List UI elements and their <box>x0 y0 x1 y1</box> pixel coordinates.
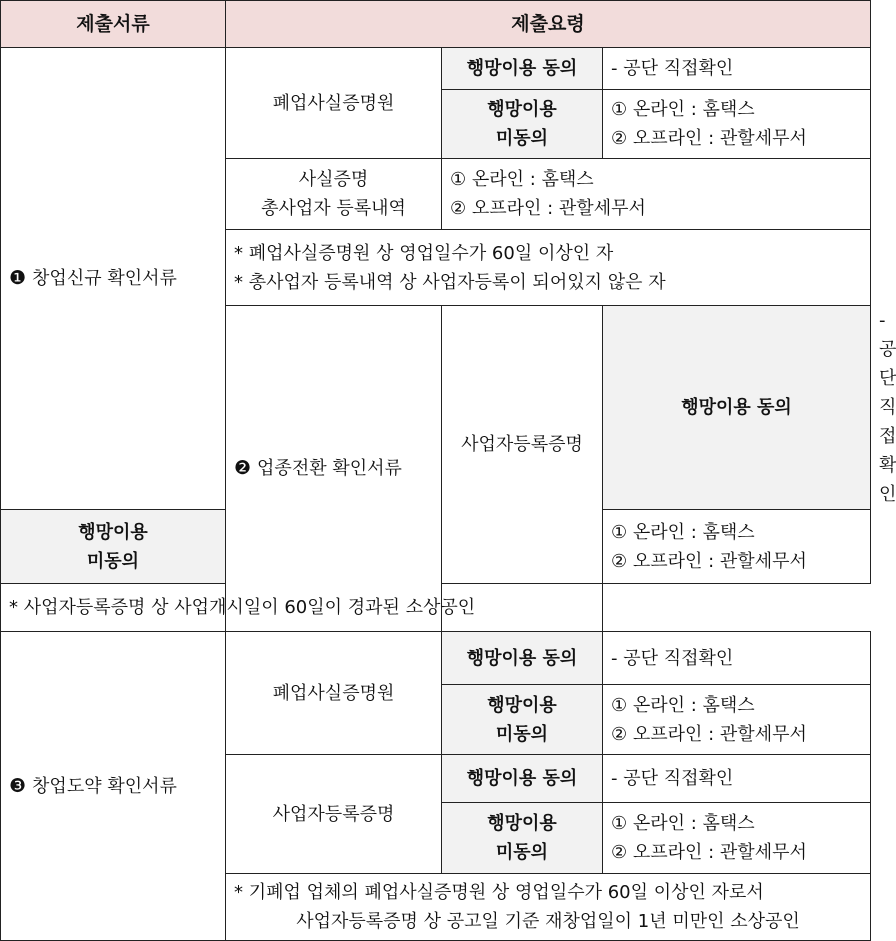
table-row <box>1 48 871 90</box>
online-offline-methods <box>603 510 871 584</box>
offline-method: ② 오프라인 : 관할세무서 <box>611 550 807 572</box>
agree-label: 행망이용 동의 <box>442 755 603 803</box>
note: * 사업자등록증명 상 사업개시일이 60일이 경과된 소상공인 <box>9 597 476 618</box>
direct-check: - 공단 직접확인 <box>603 632 871 685</box>
section-1-notes <box>226 230 871 306</box>
header-method: 제출요령 <box>226 1 871 48</box>
header-documents: 제출서류 <box>1 1 226 48</box>
online-offline-methods <box>603 685 871 755</box>
section-3-number: ❸ <box>9 774 27 797</box>
section-2-number: ❷ <box>234 457 252 479</box>
section-1-fact-cert: 사실증명 총사업자 등록내역 <box>226 159 442 230</box>
online-offline-methods <box>442 159 871 230</box>
disagree-label: 행망이용 미동의 <box>1 510 226 584</box>
section-2-title: 업종전환 확인서류 <box>257 458 402 479</box>
online-method: ① 온라인 : 홈택스 <box>450 169 594 190</box>
online-offline-methods <box>603 803 871 874</box>
disagree-label: 행망이용 미동의 <box>442 803 603 874</box>
section-1-closure-cert: 폐업사실증명원 <box>226 48 442 159</box>
agree-label: 행망이용 동의 <box>603 306 871 510</box>
note: * 기폐업 업체의 폐업사실증명원 상 영업일수가 60일 이상인 자로서 <box>234 882 764 903</box>
offline-method: ② 오프라인 : 관할세무서 <box>611 723 807 745</box>
section-1-number: ❶ <box>9 267 27 289</box>
direct-check: - 공단 직접확인 <box>603 48 871 90</box>
note: * 총사업자 등록내역 상 사업자등록이 되어있지 않은 자 <box>234 271 666 293</box>
header-row <box>1 1 871 48</box>
online-method: ① 온라인 : 홈택스 <box>611 99 755 120</box>
section-2-notes <box>1 584 603 632</box>
table-row <box>1 584 871 632</box>
table-row: ❷ 업종전환 확인서류 사업자등록증명 행망이용 동의 - 공단 직접확인 <box>1 306 871 510</box>
section-1-category <box>1 48 226 510</box>
section-3-closure-cert: 폐업사실증명원 <box>226 632 442 755</box>
note: * 폐업사실증명원 상 영업일수가 60일 이상인 자 <box>234 242 614 264</box>
online-offline-methods <box>603 90 871 159</box>
offline-method: ② 오프라인 : 관할세무서 <box>450 198 646 219</box>
direct-check: - 공단 직접확인 <box>603 755 871 803</box>
offline-method: ② 오프라인 : 관할세무서 <box>611 842 807 863</box>
section-3-biz-reg-cert: 사업자등록증명 <box>226 755 442 874</box>
note: 사업자등록증명 상 공고일 기준 재창업일이 1년 미만인 소상공인 <box>296 911 800 932</box>
online-method: ① 온라인 : 홈택스 <box>611 521 755 543</box>
online-method: ① 온라인 : 홈택스 <box>611 694 755 716</box>
section-3-category <box>1 632 226 941</box>
table-row <box>1 632 871 685</box>
agree-label: 행망이용 동의 <box>442 632 603 685</box>
section-1-title: 창업신규 확인서류 <box>32 268 177 289</box>
agree-label: 행망이용 동의 <box>442 48 603 90</box>
section-3-notes <box>226 874 871 941</box>
section-2-biz-reg-cert: 사업자등록증명 <box>442 306 603 584</box>
disagree-label: 행망이용 미동의 <box>442 90 603 159</box>
disagree-label: 행망이용 미동의 <box>442 685 603 755</box>
section-3-title: 창업도약 확인서류 <box>32 775 177 797</box>
offline-method: ② 오프라인 : 관할세무서 <box>611 128 807 149</box>
online-method: ① 온라인 : 홈택스 <box>611 813 755 834</box>
